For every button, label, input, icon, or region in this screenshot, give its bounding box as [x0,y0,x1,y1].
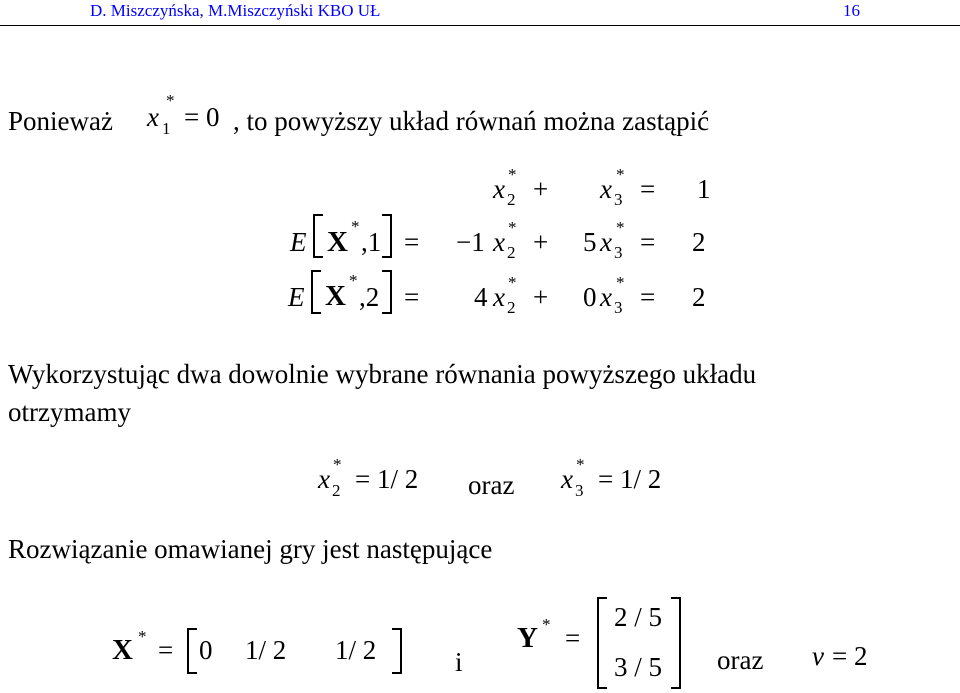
sol-Y: Y [517,622,538,654]
res-x3: x [561,464,573,494]
row3-coef2: 4 [474,282,488,312]
row2-bracket-right [382,214,392,258]
res-x2-sub: 2 [332,481,341,500]
row3-rhs: 2 [692,282,706,312]
header-rule [0,25,960,26]
res-x2-val: = 1/ 2 [355,464,419,494]
sol-X-val-3: 1/ 2 [335,635,377,665]
row3-x2-sub: 2 [507,298,516,317]
row2-x2: x [493,227,505,257]
sol-conj: oraz [717,645,764,675]
page-number: 16 [843,1,860,20]
row2-x3-sub: 3 [614,243,623,262]
sol-X-bracket-right [392,628,402,674]
row1-x2-star: * [508,165,517,184]
row3-E: E [288,282,305,312]
row2-x3-star: * [616,218,625,237]
sol-X-val-1: 0 [199,635,213,665]
row3-bracket-left [311,270,321,314]
res-x2-star: * [333,455,342,474]
row2-eq2: = [640,227,656,257]
sol-Y-bracket-right [671,597,681,689]
row3-x2-star: * [508,273,517,292]
row3-x3-sub: 3 [614,298,623,317]
row2-X: X [327,226,348,258]
row2-op: + [533,227,549,257]
row3-x3-star: * [616,273,625,292]
sol-X-star: * [138,627,147,646]
row3-bracket-right [382,270,392,314]
row1-x3-star: * [616,165,625,184]
para1-lead: Ponieważ [8,106,113,136]
row2-x3: x [600,227,612,257]
header-authors: D. Miszczyńska, M.Miszczyński KBO UŁ [90,1,381,20]
sol-Y-val-1: 2 / 5 [614,602,663,632]
row2-coef2: −1 [456,227,485,257]
para1-tail: , to powyższy układ równań można zastąpić [233,106,710,136]
row2-bracket-left [313,214,323,258]
sol-X-bracket-left [187,628,197,674]
res-x3-star: * [576,455,585,474]
row3-X-star: * [349,271,358,290]
cond-rel: = 0 [184,102,220,132]
row1-rhs: 1 [697,174,711,204]
row2-E: E [290,227,307,257]
row2-x2-star: * [508,218,517,237]
para2-line1: Wykorzystując dwa dowolnie wybrane równania powyższego układu [8,359,757,389]
sol-X-val-2: 1/ 2 [245,635,287,665]
sol-Y-eq: = [565,623,581,653]
row3-x2: x [493,282,505,312]
row3-eq2: = [640,282,656,312]
row1-op: + [533,174,549,204]
sol-Y-bracket-left [597,597,607,689]
row3-arg: ,2 [359,282,380,312]
sol-X: X [112,634,133,666]
row1-x2-sub: 2 [507,190,516,209]
row1-eq: = [640,174,656,204]
cond-sub: 1 [162,119,171,138]
row2-X-star: * [351,217,360,236]
row1-x3: x [600,174,612,204]
row3-coef3: 0 [583,282,597,312]
row1-x2: x [493,174,505,204]
res-x3-val: = 1/ 2 [598,464,662,494]
row2-coef3: 5 [583,227,597,257]
res-x3-sub: 3 [575,481,584,500]
res-conj: oraz [468,470,515,500]
row3-eq: = [404,282,420,312]
row2-arg: ,1 [361,227,382,257]
sol-v-val: = 2 [832,641,868,671]
sol-connector: i [455,647,463,677]
sol-v: v [812,641,824,671]
cond-var: x [147,102,159,132]
sol-Y-val-2: 3 / 5 [614,652,663,682]
row2-eq: = [404,227,420,257]
sol-Y-star: * [542,615,551,634]
row3-X: X [325,280,346,312]
para2-line2: otrzymamy [8,397,131,427]
row1-x3-sub: 3 [614,190,623,209]
row3-op: + [533,282,549,312]
sol-X-eq: = [158,635,174,665]
row2-x2-sub: 2 [507,243,516,262]
cond-sup: * [166,91,175,110]
para3-text: Rozwiązanie omawianej gry jest następujące [8,534,493,564]
row3-x3: x [600,282,612,312]
row2-rhs: 2 [692,227,706,257]
res-x2: x [318,464,330,494]
